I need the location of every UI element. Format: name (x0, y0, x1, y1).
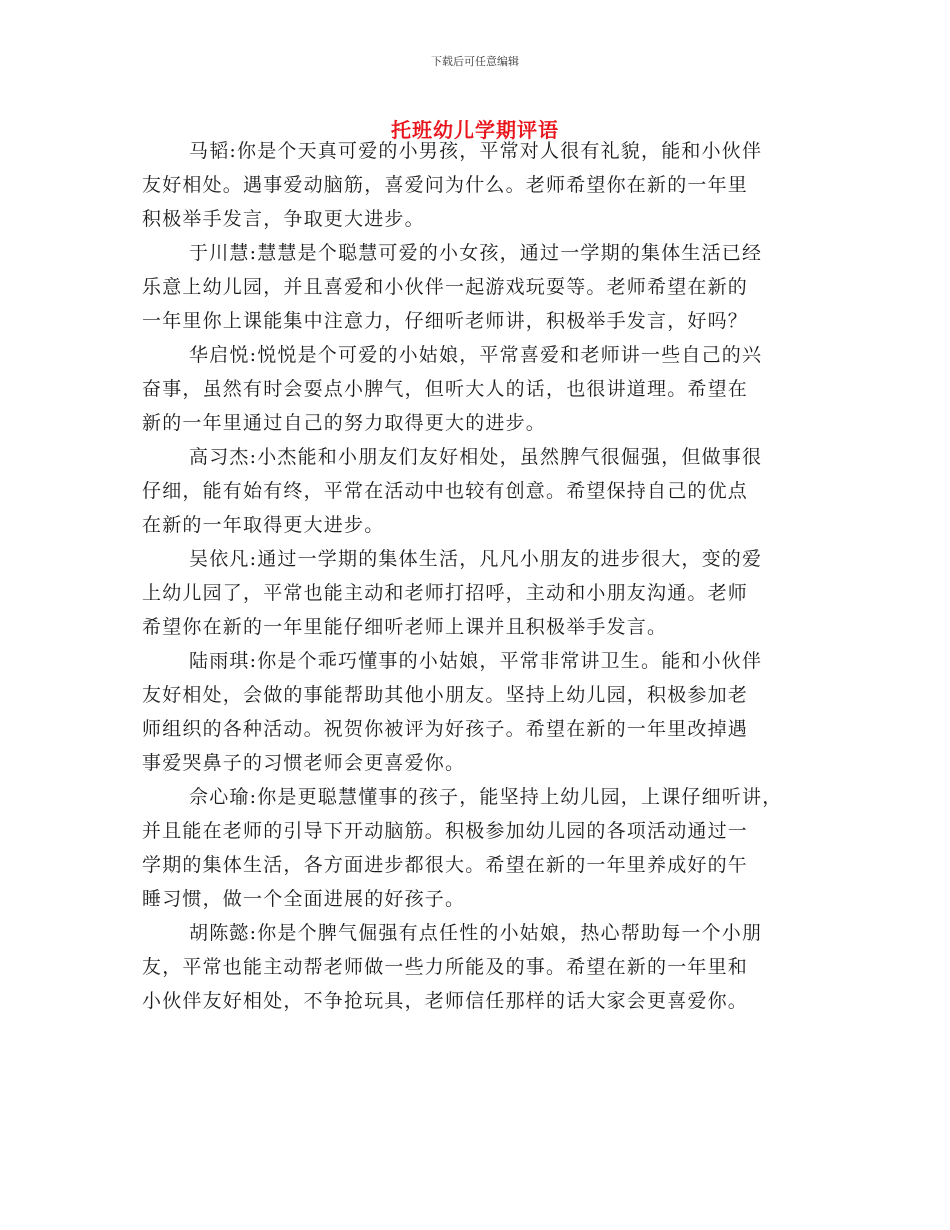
paragraph-line: 积极举手发言，争取更大进步。 (142, 208, 425, 230)
paragraph-line: 乐意上幼儿园，并且喜爱和小伙伴一起游戏玩耍等。老师希望在新的 (142, 276, 749, 298)
paragraph-line: 小伙伴友好相处，不争抢玩具，老师信任那样的话大家会更喜爱你。 (142, 990, 749, 1012)
paragraph-line: 于川慧:慧慧是个聪慧可爱的小女孩，通过一学期的集体生活已经 (189, 242, 763, 264)
page-header-note: 下载后可任意编辑 (431, 55, 519, 68)
paragraph-line: 希望你在新的一年里能仔细听老师上课并且积极举手发言。 (142, 616, 668, 638)
paragraph-line: 上幼儿园了，平常也能主动和老师打招呼，主动和小朋友沟通。老师 (142, 582, 749, 604)
paragraph-line: 奋事，虽然有时会耍点小脾气，但听大人的话，也很讲道理。希望在 (142, 378, 749, 400)
paragraph-line: 陆雨琪:你是个乖巧懂事的小姑娘，平常非常讲卫生。能和小伙伴 (189, 650, 763, 672)
comment-paragraph (142, 440, 822, 542)
paragraph-line: 仔细，能有始有终，平常在活动中也较有创意。希望保持自己的优点 (142, 480, 749, 502)
paragraph-line: 吴依凡:通过一学期的集体生活，凡凡小朋友的进步很大，变的爱 (189, 548, 763, 570)
paragraph-line: 友，平常也能主动帮老师做一些力所能及的事。希望在新的一年里和 (142, 956, 749, 978)
document-title: 托班幼儿学期评语 (391, 118, 559, 142)
paragraph-line: 在新的一年取得更大进步。 (142, 514, 385, 536)
comment-paragraph (142, 780, 822, 916)
paragraph-line: 学期的集体生活，各方面进步都很大。希望在新的一年里养成好的午 (142, 854, 749, 876)
paragraph-line: 华启悦:悦悦是个可爱的小姑娘，平常喜爱和老师讲一些自己的兴 (189, 344, 763, 366)
comment-paragraph (142, 236, 822, 338)
paragraph-line: 睡习惯，做一个全面进展的好孩子。 (142, 888, 466, 910)
comment-paragraph (142, 644, 822, 780)
comment-paragraph (142, 338, 822, 440)
paragraph-line: 友好相处。遇事爱动脑筋，喜爱问为什么。老师希望你在新的一年里 (142, 174, 749, 196)
paragraph-line: 高习杰:小杰能和小朋友们友好相处，虽然脾气很倔强，但做事很 (189, 446, 763, 468)
paragraph-line: 友好相处，会做的事能帮助其他小朋友。坚持上幼儿园，积极参加老 (142, 684, 749, 706)
paragraph-line: 胡陈懿:你是个脾气倔强有点任性的小姑娘，热心帮助每一个小朋 (189, 922, 763, 944)
paragraph-line: 并且能在老师的引导下开动脑筋。积极参加幼儿园的各项活动通过一 (142, 820, 749, 842)
paragraph-line: 一年里你上课能集中注意力，仔细听老师讲，积极举手发言，好吗？ (142, 310, 749, 332)
comment-paragraph (142, 542, 822, 644)
paragraph-line: 师组织的各种活动。祝贺你被评为好孩子。希望在新的一年里改掉遇 (142, 718, 749, 740)
comment-paragraph (142, 134, 822, 236)
comment-paragraph (142, 916, 822, 1018)
paragraph-line: 新的一年里通过自己的努力取得更大的进步。 (142, 412, 547, 434)
document-body (142, 134, 822, 1018)
paragraph-line: 佘心瑜:你是更聪慧懂事的孩子，能坚持上幼儿园，上课仔细听讲， (189, 786, 783, 808)
paragraph-line: 事爱哭鼻子的习惯老师会更喜爱你。 (142, 752, 466, 774)
paragraph-line: 马韬:你是个天真可爱的小男孩，平常对人很有礼貌，能和小伙伴 (189, 140, 763, 162)
